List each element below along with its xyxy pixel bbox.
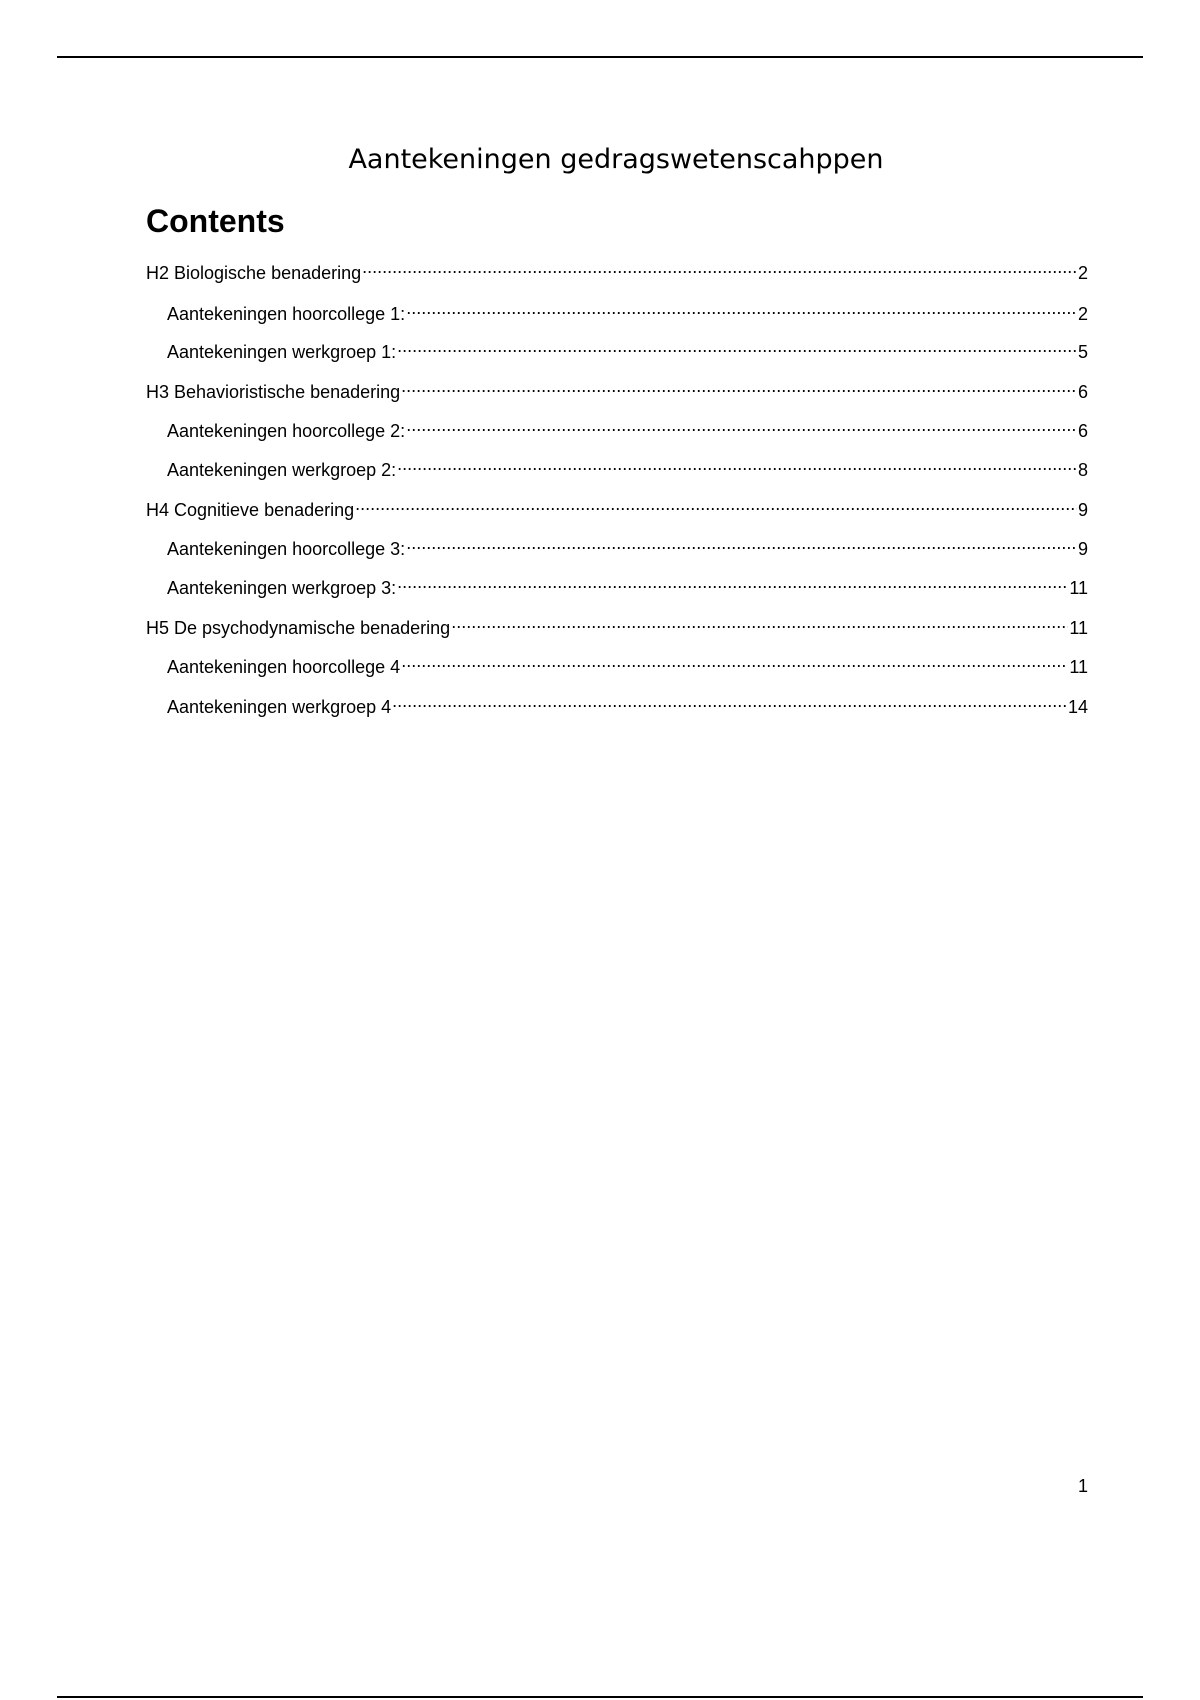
toc-entry-page: 11 [1069, 618, 1088, 638]
toc-entry-hoorcollege-3[interactable] [167, 531, 1088, 559]
toc-entry-label: Aantekeningen hoorcollege 3: [167, 539, 406, 559]
toc-entry-label: Aantekeningen werkgroep 1: [167, 342, 397, 362]
toc-dot-leader [397, 452, 1077, 476]
toc-dot-leader [397, 334, 1077, 358]
toc-dot-leader [451, 610, 1068, 634]
toc-entry-label: Aantekeningen hoorcollege 4 [167, 657, 401, 677]
header-rule [57, 56, 1143, 58]
toc-entry-label: Aantekeningen werkgroep 3: [167, 578, 397, 598]
toc-entry-werkgroep-3[interactable] [167, 570, 1088, 598]
toc-dot-leader [401, 649, 1068, 673]
toc-dot-leader [362, 255, 1077, 279]
toc-heading: Contents [146, 203, 285, 239]
document-title: Aantekeningen gedragswetenscahppen [348, 144, 884, 175]
toc-entry-label: H5 De psychodynamische benadering [146, 618, 451, 638]
toc-entry-page: 2 [1077, 263, 1088, 283]
toc-entry-h2[interactable] [146, 255, 1088, 283]
toc-dot-leader [401, 374, 1077, 398]
toc-entry-page: 5 [1077, 342, 1088, 362]
toc-entry-page: 6 [1077, 382, 1088, 402]
toc-dot-leader [355, 492, 1077, 516]
toc-dot-leader [406, 531, 1077, 555]
toc-entry-hoorcollege-4[interactable] [167, 649, 1088, 677]
toc-entry-label: H4 Cognitieve benadering [146, 500, 355, 520]
toc-entry-h5[interactable] [146, 610, 1088, 638]
toc-entry-page: 8 [1077, 460, 1088, 480]
toc-entry-label: Aantekeningen hoorcollege 1: [167, 304, 406, 324]
toc-entry-page: 9 [1077, 539, 1088, 559]
toc-entry-page: 14 [1067, 697, 1088, 717]
toc-entry-page: 6 [1077, 421, 1088, 441]
page-number: 1 [1077, 1476, 1088, 1496]
toc-dot-leader [392, 689, 1067, 713]
toc-dot-leader [397, 570, 1068, 594]
toc-entry-h3[interactable] [146, 374, 1088, 402]
toc-entry-label: Aantekeningen hoorcollege 2: [167, 421, 406, 441]
toc-entry-werkgroep-2[interactable] [167, 452, 1088, 480]
toc-entry-werkgroep-1[interactable] [167, 334, 1088, 362]
toc-entry-hoorcollege-1[interactable] [167, 296, 1088, 324]
toc-entry-label: H3 Behavioristische benadering [146, 382, 401, 402]
toc-entry-page: 11 [1069, 578, 1088, 598]
toc-entry-page: 2 [1077, 304, 1088, 324]
toc-entry-label: Aantekeningen werkgroep 2: [167, 460, 397, 480]
toc-entry-page: 9 [1077, 500, 1088, 520]
toc-entry-werkgroep-4[interactable] [167, 689, 1088, 717]
toc-dot-leader [406, 413, 1077, 437]
toc-entry-page: 11 [1069, 657, 1088, 677]
footer-rule [57, 1696, 1143, 1698]
toc-entry-h4[interactable] [146, 492, 1088, 520]
toc-entry-hoorcollege-2[interactable] [167, 413, 1088, 441]
toc-dot-leader [406, 296, 1077, 320]
toc-entry-label: Aantekeningen werkgroep 4 [167, 697, 392, 717]
toc-entry-label: H2 Biologische benadering [146, 263, 362, 283]
